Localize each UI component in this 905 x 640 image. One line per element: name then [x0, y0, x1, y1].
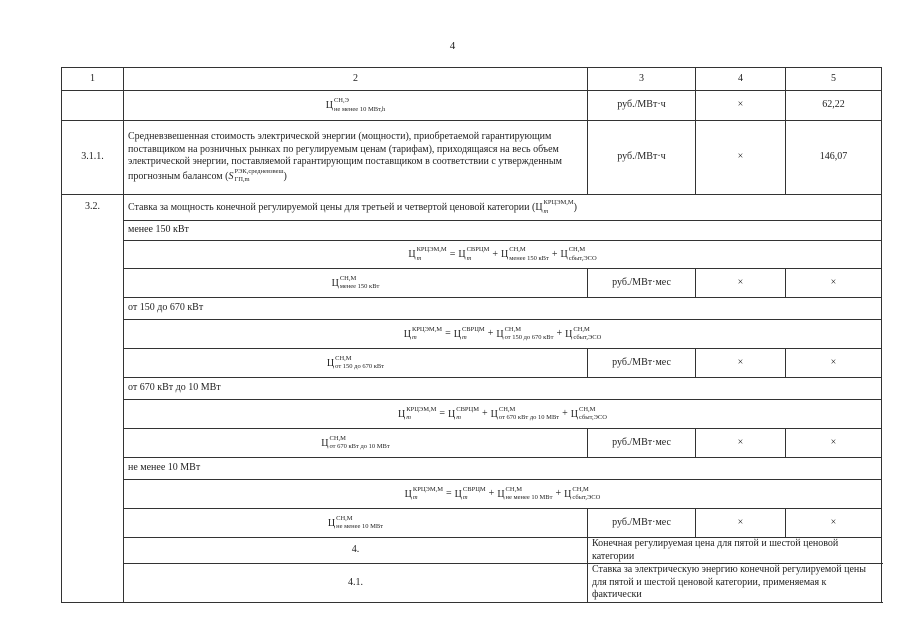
- formula-cell: Ц СН,Э не менее 10 МВт,h: [124, 91, 588, 121]
- num-cell: 3.1.1.: [62, 121, 124, 195]
- table-row: [62, 564, 882, 603]
- header-cell: 5: [786, 68, 882, 91]
- header-cell: 3: [588, 68, 696, 91]
- formula-cell: Ц СН,М от 150 до 670 кВт: [124, 349, 588, 378]
- unit-cell: руб./МВт·ч: [588, 121, 696, 195]
- table-row: [62, 429, 882, 458]
- description-cell: Ставка за мощность конечной регулируемой цены для третьей и четвертой ценовой категории (Ц КРЦЭМ,М m ): [124, 195, 882, 221]
- description-cell: Ставка за электрическую энергию конечной регулируемой цены для пятой и шестой ценовой категории, применяемая к фактически: [588, 564, 882, 603]
- formula-cell: Ц СН,М от 670 кВт до 10 МВт: [124, 429, 588, 458]
- table-row: [62, 121, 882, 195]
- unit-cell: руб./МВт·мес: [588, 349, 696, 378]
- description-cell: Средневзвешенная стоимость электрической энергии (мощности), приобретаемой гарантирующим поставщиком на розничных рынках по регулируемым ценам (тарифам), приходящаяся на весь объем электрической энергии, поставляемой гарантирующим поставщиком в соответствии с утвержденным прогнозным балансом (S РЭК,средневзвеш ГП,m ): [124, 121, 588, 195]
- table-row: [62, 320, 882, 349]
- table-row: [62, 509, 882, 538]
- times-cell: ×: [786, 269, 882, 298]
- unit-cell: руб./МВт·ч: [588, 91, 696, 121]
- times-cell: ×: [696, 429, 786, 458]
- times-cell: ×: [696, 349, 786, 378]
- header-cell: 4: [696, 68, 786, 91]
- times-cell: ×: [786, 429, 882, 458]
- header-row: [62, 68, 882, 91]
- times-cell: ×: [696, 509, 786, 538]
- times-cell: ×: [696, 269, 786, 298]
- num-cell: [62, 91, 124, 121]
- tariff-table: [61, 67, 882, 603]
- range-label: от 150 до 670 кВт: [124, 298, 882, 320]
- num-cell: 4.1.: [124, 564, 588, 603]
- table-row: [62, 480, 882, 509]
- table-row: [62, 458, 882, 480]
- unit-cell: руб./МВт·мес: [588, 269, 696, 298]
- formula-cell: Ц СН,М не менее 10 МВт: [124, 509, 588, 538]
- table-row: [62, 269, 882, 298]
- num-cell: 3.2.: [62, 195, 124, 603]
- range-label: менее 150 кВт: [124, 221, 882, 241]
- times-cell: ×: [786, 349, 882, 378]
- value-cell: 146,07: [786, 121, 882, 195]
- table-row: [62, 538, 882, 564]
- formula-cell: Ц КРЦЭМ,М m = Ц СВРЦМ m + Ц СН,М от 150 до 670 кВт + Ц СН,М сбыт,ЭСО: [124, 320, 882, 349]
- table-row: [62, 400, 882, 429]
- times-cell: ×: [696, 121, 786, 195]
- description-cell: Конечная регулируемая цена для пятой и шестой ценовой категории: [588, 538, 882, 564]
- table-row: [62, 195, 882, 221]
- times-cell: ×: [696, 91, 786, 121]
- unit-cell: руб./МВт·мес: [588, 509, 696, 538]
- num-cell: 4.: [124, 538, 588, 564]
- table-row: [62, 349, 882, 378]
- header-cell: 2: [124, 68, 588, 91]
- formula-cell: Ц КРЦЭМ,М m = Ц СВРЦМ m + Ц СН,М менее 150 кВт + Ц СН,М сбыт,ЭСО: [124, 241, 882, 269]
- header-cell: 1: [62, 68, 124, 91]
- page-number: 4: [449, 40, 456, 52]
- table-row: [62, 91, 882, 121]
- value-cell: 62,22: [786, 91, 882, 121]
- range-label: не менее 10 МВт: [124, 458, 882, 480]
- range-label: от 670 кВт до 10 МВт: [124, 378, 882, 400]
- times-cell: ×: [786, 509, 882, 538]
- unit-cell: руб./МВт·мес: [588, 429, 696, 458]
- formula-cell: Ц КРЦЭМ,М m = Ц СВРЦМ m + Ц СН,М не менее 10 МВт + Ц СН,М сбыт,ЭСО: [124, 480, 882, 509]
- table-row: [62, 241, 882, 269]
- formula-cell: Ц СН,М менее 150 кВт: [124, 269, 588, 298]
- formula-cell: Ц КРЦЭМ,М m = Ц СВРЦМ m + Ц СН,М от 670 кВт до 10 МВт + Ц СН,М сбыт,ЭСО: [124, 400, 882, 429]
- table-row: [62, 221, 882, 241]
- table-row: [62, 378, 882, 400]
- table-row: [62, 298, 882, 320]
